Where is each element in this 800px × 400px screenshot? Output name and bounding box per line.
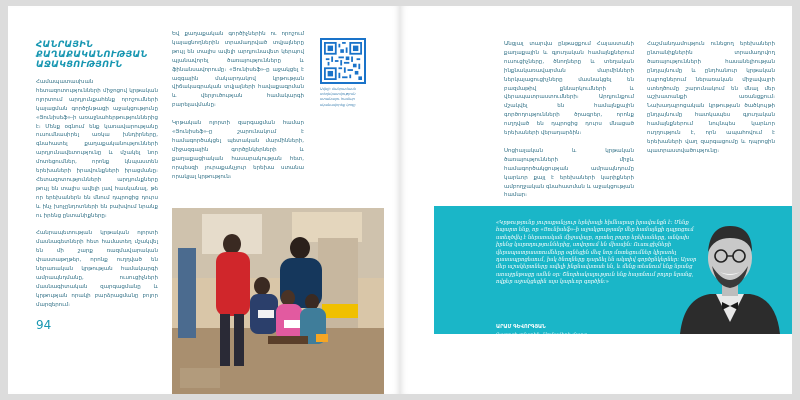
right-page	[400, 6, 792, 394]
qr-caption: Ավելի մանրամասն տեղեկատվություն ստանալու համար սկանավորեք կոդը	[320, 87, 356, 107]
right-column-2	[647, 40, 775, 162]
right-column-2-text: Հաշմանդամություն ունեցող երեխաների ընտանիքներին տրամադրվող ծառայությունների հասանելիության ընդլայնումը և ընդհանուր կրթական դպրոցներում ներառական միջավայրի ստեղծումը շարունակում են մնալ մեր աշխատանքի առանցքում։ Նախադպրոցական կրթության ծածկույթի ընդլայնումը հատկապես գյուղական համայնքներում նույնպես կարևոր ուղղություն է, որն ապահովում է երեխաների վաղ զարգացումը և դպրոցին պատրաստվածությունը։	[647, 41, 775, 154]
qr-block	[320, 38, 366, 108]
book-spread	[8, 6, 792, 394]
left-column-2-text: Եվ քաղաքական գործիչներին ու որոշում կայացնողներին տրամադրված տվյալները թույլ են տալիս ավելի արդյունավետ կերպով պլանավորել ծառայությունները և ֆինանսավորումը։ «Յունիսեֆ»-ը աջակցել է ազգային մակարդակով կրթության վիճակագրական տվյալների հավաքագրման և վերլուծության համակարգի բարելավմանը։ Կրթական ոլորտի զարգացման համար «Յունիսեֆ»-ը շարունակում է համագործակցել պետական մարմինների, միջազգային գործընկերների և քաղաքացիական հասարակության հետ, որպեսզի յուրաքանչյուր երեխա ստանա որակյալ կրթություն։	[172, 31, 304, 180]
quote-author-name: ԱՐԱՄ ԳԵՎՈՐԳՅԱՆ	[496, 324, 546, 330]
quote-author-role: Դպրոցի տնօրեն, Արմավիրի մարզ	[496, 332, 588, 338]
qr-code-icon[interactable]	[320, 38, 366, 84]
left-column-1	[36, 78, 158, 316]
right-column-1-text: Անցյալ տարվա ընթացքում Հայաստանի քաղաքային և գյուղական համայնքներում ուսուցիչները, ծնողները և տեղական ինքնակառավարման մարմինների ներկայացուցիչները մասնակցել են բազմաթիվ քննարկումների և վերապատրաստումների։ Արդյունքում մշակվել են համայնքային գործողությունների ծրագրեր, որոնք ուղղված են դպրոցից դուրս մնացած երեխաների վերադարձին։ Սոցիալական և կրթական ծառայությունների միջև համագործակցության ամրապնդումը կարևոր քայլ է երեխաների կարիքների ամբողջական գնահատման և աջակցության համար։	[504, 41, 634, 199]
portrait-man	[670, 202, 790, 334]
photo-children-classroom	[172, 208, 384, 394]
quote-text: «Կրթությունը յուրաքանչյուր երեխայի հիմնարար իրավունքն է։ Մենք հպարտ ենք, որ «Յունիսեֆ»-ի աջակցությամբ մեր համայնքի դպրոցում ստեղծվել է ներառական միջավայր, որտեղ բոլոր երեխաները, անկախ իրենց կարողություններից, սովորում են միասին։ Ուսուցիչների վերապատրաստումները օգնեցին մեզ նոր մոտեցումներ կիրառել դասապրոցեսում, իսկ ծնողները դարձել են ակտիվ գործընկերներ։ Այսօր մեր աշակերտները ավելի ինքնավստահ են, և մենք տեսնում ենք նրանց առաջընթացը ամեն օր։ Շնորհակալություն ենք հայտնում բոլոր նրանց, ովքեր աջակցեցին այս կարևոր գործին։»	[496, 220, 697, 286]
left-page	[8, 6, 400, 394]
left-column-1-text: Համապատասխան հետազոտությունների միջոցով կրթական ոլորտում արդյունքահենք որոշումների կայացման գործընթացի աջակցությունը «Յունիսեֆ»-ի առաջնահերթություններից է։ Մենք օգնում ենք կառավարությանը ուսումնասիրել առկա խնդիրները, գնահատել քաղաքականությունների արդյունավետությունը և մշակել նոր մոտեցումներ, որոնք կնպաստեն երեխաների իրավունքների իրացմանը։ Հետազոտությունների արդյունքները թույլ են տալիս ավելի լավ հասկանալ, թե որ երեխաներն են մնում դպրոցից դուրս և ինչ խոչընդոտների են բախվում նրանք ու իրենց ընտանիքները։ Հանրապետության կրթական ոլորտի մասնագետների հետ համատեղ մշակվել են մի շարք ռազմավարական փաստաթղթեր, որոնք ուղղված են ներառական կրթության համակարգի ամրապնդմանը, ուսուցիչների մասնագիտական զարգացմանը և կրթության որակի բարձրացմանը բոլոր մարզերում։	[36, 79, 158, 308]
page-number: 94	[36, 318, 52, 332]
left-column-2	[172, 30, 304, 187]
right-column-1	[504, 40, 634, 206]
section-heading: ՀԱՆՐԱՅԻՆ ՔԱՂԱՔԱԿԱՆՈՒԹՅԱՆ ԱՋԱԿՑՈՒԹՅՈՒՆ	[36, 40, 148, 70]
